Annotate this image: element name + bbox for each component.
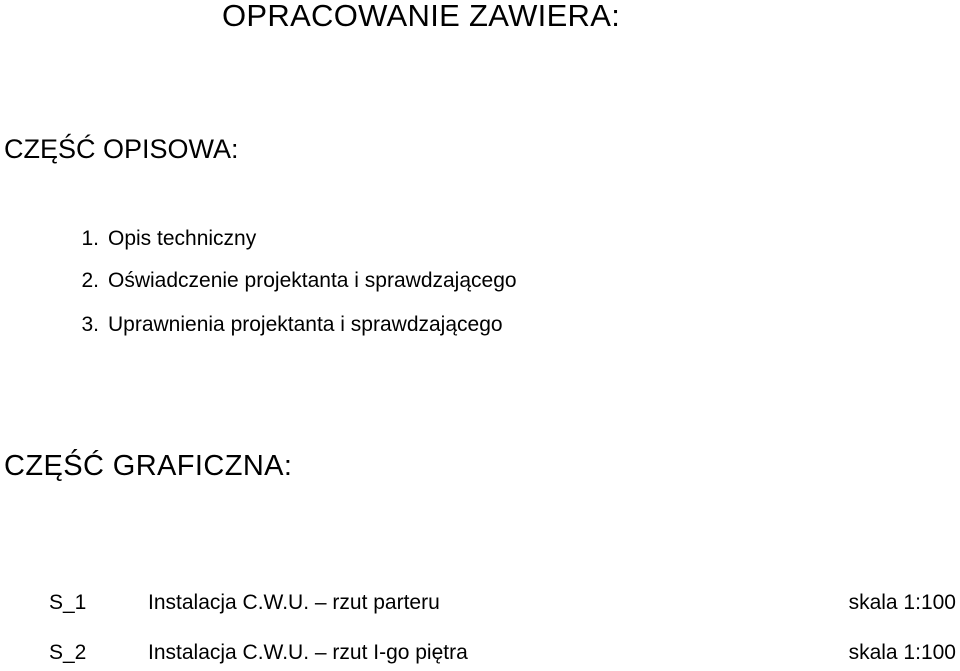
document-title: OPRACOWANIE ZAWIERA: bbox=[222, 0, 621, 33]
drawing-code: S_1 bbox=[49, 591, 87, 614]
drawing-row bbox=[0, 641, 960, 671]
list-item-text: Oświadczenie projektanta i sprawdzającego bbox=[108, 269, 517, 292]
drawing-scale: skala 1:100 bbox=[848, 641, 956, 664]
drawing-code: S_2 bbox=[49, 641, 87, 664]
drawing-description: Instalacja C.W.U. – rzut parteru bbox=[148, 591, 440, 614]
list-item-number: 3. bbox=[81, 313, 99, 336]
list-item-number: 2. bbox=[81, 269, 99, 292]
list-item-text: Uprawnienia projektanta i sprawdzającego bbox=[108, 313, 503, 336]
drawing-description: Instalacja C.W.U. – rzut I-go piętra bbox=[148, 641, 468, 664]
list-item bbox=[81, 313, 503, 337]
descriptive-section-heading: CZĘŚĆ OPISOWA: bbox=[4, 134, 239, 164]
drawing-row bbox=[0, 591, 960, 621]
list-item-text: Opis techniczny bbox=[108, 227, 257, 250]
drawing-scale: skala 1:100 bbox=[848, 591, 956, 614]
graphic-section-heading: CZĘŚĆ GRAFICZNA: bbox=[4, 450, 293, 482]
list-item bbox=[81, 227, 257, 251]
list-item bbox=[81, 269, 517, 293]
list-item-number: 1. bbox=[81, 227, 99, 250]
